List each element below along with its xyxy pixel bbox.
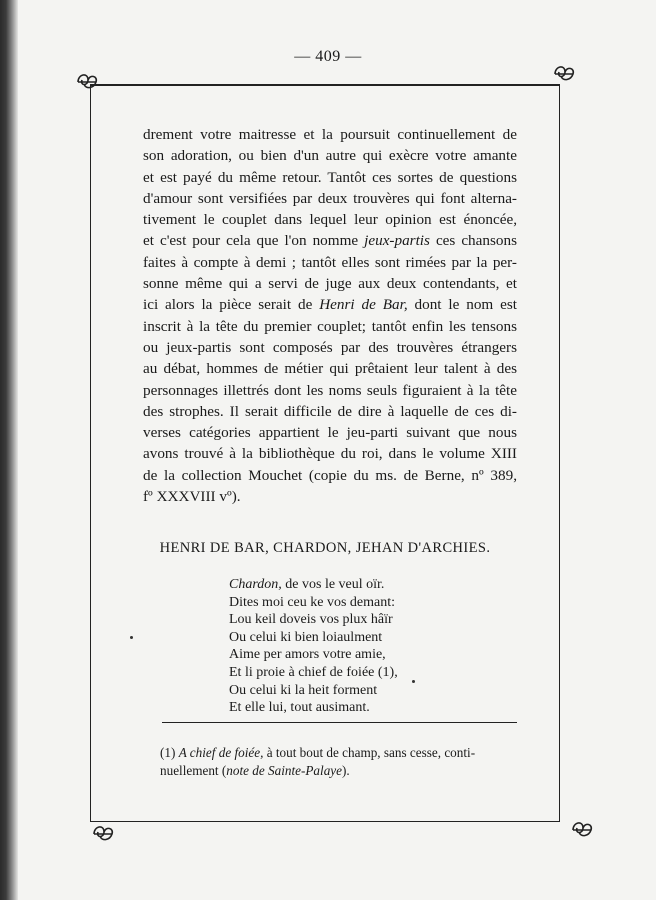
- body-line: et c'est pour cela que l'on nomme jeux-partis ces chansons: [143, 232, 517, 250]
- footnote-text: ).: [342, 762, 350, 778]
- footnote-text: nuellement (: [160, 762, 227, 778]
- poem-line: Et li proie à chief de foiée (1),: [229, 664, 398, 680]
- poem-line: Ou celui ki la heit forment: [229, 682, 378, 698]
- page-number: — 409 —: [294, 48, 362, 65]
- footnote-line: [160, 762, 522, 780]
- footnote-source: note de Sainte-Palaye: [226, 762, 342, 778]
- body-line: drement votre maitresse et la poursuit continuellement de: [143, 126, 517, 143]
- body-line: son adoration, ou bien d'un autre qui exècre votre amante: [143, 147, 517, 165]
- body-line: faites à compte à demi ; tantôt elles sont rimées par la per-: [143, 253, 517, 271]
- poem-line: [229, 576, 479, 594]
- poem-line: Dites moi ceu ke vos demant:: [229, 594, 396, 610]
- footnote-text: à tout bout de champ, sans cesse, conti-: [263, 745, 476, 760]
- body-line: sonne même qui a servi de juge aux deux contendants, et: [143, 275, 517, 293]
- poem-first-word: Chardon,: [229, 577, 282, 592]
- corner-ornament-top-left-icon: [74, 70, 100, 94]
- body-line: avons trouvé à la bibliothèque du roi, dans le volume XIII: [143, 445, 517, 463]
- poem-heading: HENRI DE BAR, CHARDON, JEHAN D'ARCHIES.: [159, 540, 491, 556]
- body-line: personnages illettrés dont les noms seuls figuraient à la tête: [143, 381, 517, 399]
- body-line: et est payé du même retour. Tantôt ces sortes de questions: [143, 168, 517, 186]
- poem-stanza: [229, 576, 479, 717]
- scan-edge-shadow: [0, 0, 18, 900]
- body-line: des strophes. Il serait difficile de dire à laquelle de ces di-: [143, 402, 517, 420]
- body-line: verses catégories appartient le jeu-parti suivant que nous: [143, 424, 517, 442]
- body-line: de la collection Mouchet (copie du ms. de Berne, nº 389,: [143, 466, 517, 484]
- poem-line: Lou keil doveis vos plux hâïr: [229, 612, 393, 628]
- ink-speck: [130, 636, 133, 639]
- footnote-marker: (1): [160, 745, 179, 760]
- body-line: ici alors la pièce serait de Henri de Bar, dont le nom est: [143, 296, 517, 314]
- poem-first-line-rest: de vos le veul oïr.: [281, 577, 385, 592]
- footnote-line: [160, 744, 522, 762]
- italic-phrase: Henri de Bar,: [319, 296, 408, 314]
- body-paragraph: [143, 124, 517, 507]
- italic-phrase: jeux-partis: [364, 232, 430, 250]
- corner-ornament-top-right-icon: [551, 62, 577, 86]
- corner-ornament-bottom-left-icon: [90, 822, 116, 846]
- footnote-term: A chief de foiée,: [178, 745, 264, 760]
- poem-line: Et elle lui, tout ausimant.: [229, 700, 370, 716]
- ink-speck: [412, 680, 415, 683]
- poem-line: Ou celui ki bien loiaulment: [229, 629, 383, 645]
- body-line: inscrit à la tête du premier couplet; tantôt enfin les tensons: [143, 317, 517, 335]
- footnote: [160, 744, 522, 779]
- poem-line: Aime per amors votre amie,: [229, 647, 386, 663]
- corner-ornament-bottom-right-icon: [569, 818, 595, 842]
- body-line: fº XXXVIII vº).: [143, 488, 241, 506]
- body-line: tivement le couplet dans lequel leur opinion est énoncée,: [143, 211, 517, 229]
- body-line: ou jeux-partis sont composés par des trouvères étrangers: [143, 338, 517, 356]
- body-line: au débat, hommes de métier qui prêtaient leur talent à des: [143, 360, 517, 378]
- body-line: d'amour sont versifiées par deux trouvères qui font alterna-: [143, 189, 517, 207]
- footnote-separator: [162, 722, 517, 723]
